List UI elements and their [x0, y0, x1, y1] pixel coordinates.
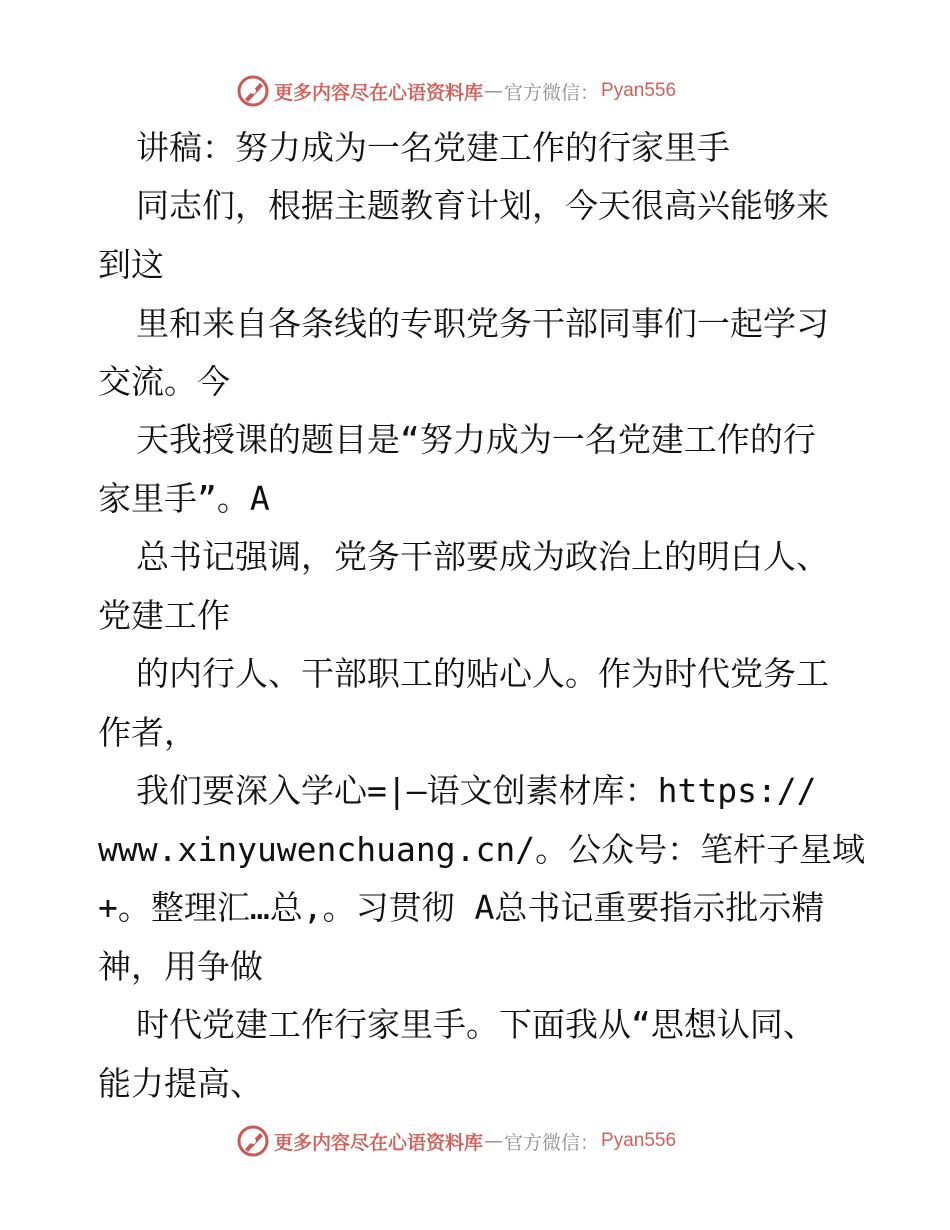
body-line: 总书记强调，党务干部要成为政治上的明白人、	[136, 537, 829, 576]
body-line: 讲稿：努力成为一名党建工作的行家里手	[136, 128, 730, 167]
watermark-banner-top	[236, 74, 676, 108]
body-line: 神，用争做	[98, 947, 263, 986]
body-line: 能力提高、	[98, 1064, 263, 1103]
body-line: 同志们，根据主题教育计划，今天很高兴能够来	[136, 186, 829, 225]
body-line: 里和来自各条线的专职党务干部同事们一起学习	[136, 304, 829, 343]
watermark-dash: —	[484, 80, 504, 102]
body-line: 到这	[98, 245, 164, 284]
watermark-dash: —	[484, 1130, 504, 1152]
body-line: 作者，	[98, 713, 197, 752]
watermark-wechat-id: Pyan556	[601, 80, 677, 101]
quill-logo-icon	[236, 74, 270, 108]
body-line: 的内行人、干部职工的贴心人。作为时代党务工	[136, 654, 829, 693]
body-line: +。整理汇…总,。习贯彻 A总书记重要指示批示精	[98, 888, 825, 927]
watermark-wechat-label: 官方微信：	[504, 1131, 600, 1154]
watermark-wechat-id: Pyan556	[601, 1130, 677, 1151]
watermark-wechat-label: 官方微信：	[504, 81, 600, 104]
body-line: 我们要深入学心=|—语文创素材库：https://	[136, 771, 817, 810]
watermark-banner-bottom	[236, 1124, 676, 1158]
watermark-text: 更多内容尽在心语资料库	[274, 1131, 484, 1154]
quill-logo-icon	[236, 1124, 270, 1158]
body-line: 时代党建工作行家里手。下面我从“思想认同、	[136, 1005, 816, 1044]
body-line: 党建工作	[98, 596, 230, 635]
body-line: 家里手”。A	[98, 479, 270, 518]
body-line: 天我授课的题目是“努力成为一名党建工作的行	[136, 420, 816, 459]
body-line: www.xinyuwenchuang.cn/。公众号：笔杆子星域	[98, 830, 866, 869]
watermark-text: 更多内容尽在心语资料库	[274, 81, 484, 104]
body-line: 交流。今	[98, 362, 230, 401]
